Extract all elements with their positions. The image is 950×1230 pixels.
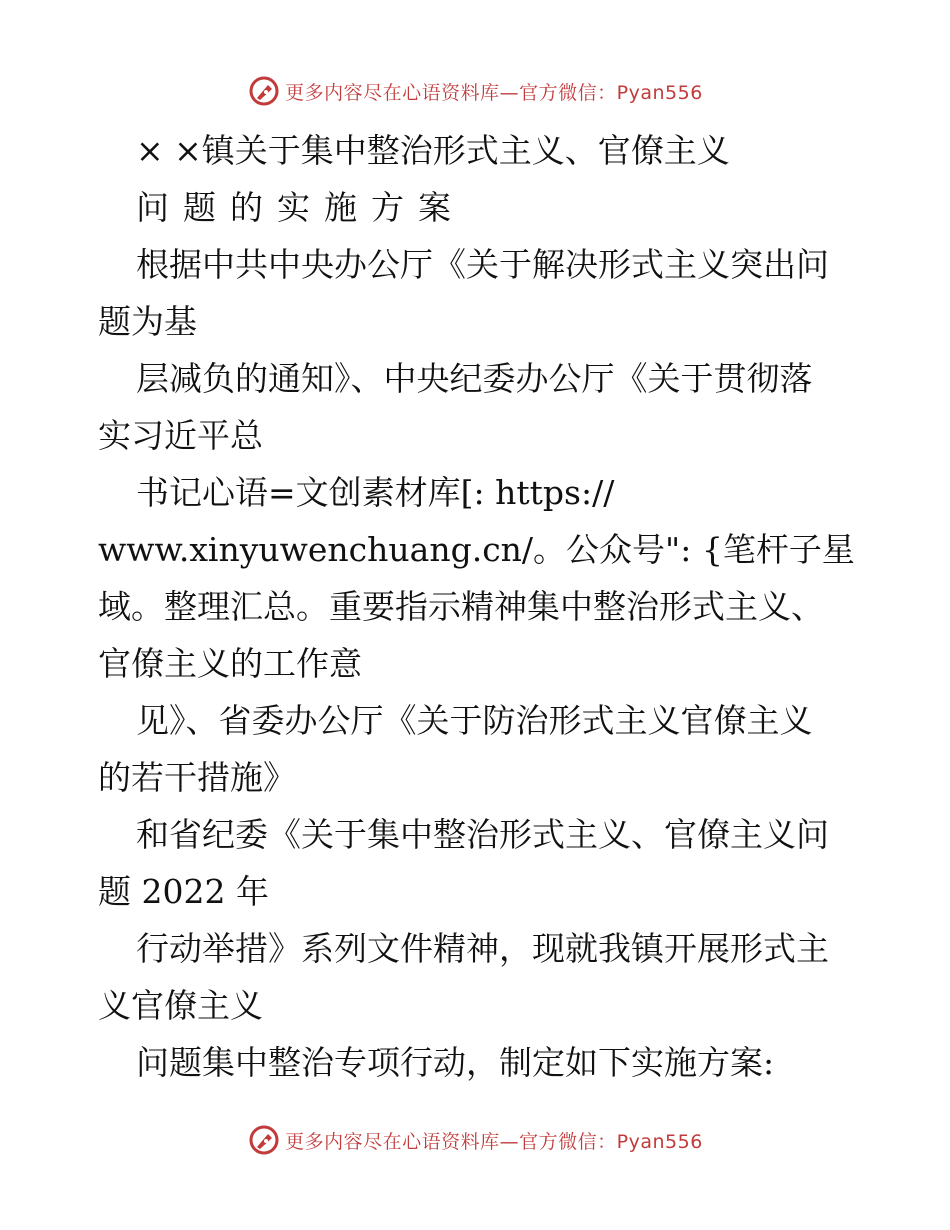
watermark-text [285, 1127, 703, 1154]
doc-paragraph-line: 见》、省委办公厅《关于防治形式主义官僚主义 [136, 701, 813, 740]
doc-paragraph-line: 题 2022 年 [98, 872, 269, 911]
doc-paragraph-line: 根据中共中央办公厅《关于解决形式主义突出问 [136, 245, 829, 284]
header-watermark-banner [0, 71, 950, 111]
doc-paragraph-line: 和省纪委《关于集中整治形式主义、官僚主义问 [136, 815, 829, 854]
doc-paragraph-line: 实习近平总 [98, 416, 263, 455]
watermark-site-name: 更多内容尽在心语资料库 [285, 1130, 500, 1153]
doc-paragraph-line: www.xinyuwenchuang.cn/。公众号": {笔杆子星 [98, 530, 855, 569]
doc-paragraph-line: 域。整理汇总。重要指示精神集中整治形式主义、 [98, 587, 824, 626]
doc-title-line-2: 问题的实施方案 [136, 188, 465, 227]
doc-paragraph-line: 问题集中整治专项行动，制定如下实施方案: [136, 1043, 775, 1082]
watermark-wechat: 官方微信：Pyan556 [519, 81, 703, 104]
watermark-site-name: 更多内容尽在心语资料库 [285, 81, 500, 104]
doc-paragraph-line: 的若干措施》 [98, 758, 296, 797]
doc-paragraph-line: 义官僚主义 [98, 986, 263, 1025]
footer-watermark-banner [0, 1120, 950, 1160]
doc-paragraph-line: 书记心语=文创素材库[: https:// [136, 473, 615, 512]
doc-paragraph-line: 官僚主义的工作意 [98, 644, 362, 683]
doc-paragraph-line: 行动举措》系列文件精神，现就我镇开展形式主 [136, 929, 829, 968]
doc-paragraph-line: 层减负的通知》、中央纪委办公厅《关于贯彻落 [136, 359, 813, 398]
watermark-wechat: 官方微信：Pyan556 [519, 1130, 703, 1153]
pen-nib-circle-icon [247, 74, 281, 108]
pen-nib-circle-icon [247, 1123, 281, 1157]
document-body [98, 122, 858, 1091]
watermark-separator: — [499, 81, 520, 104]
doc-paragraph-line: 题为基 [98, 302, 197, 341]
watermark-separator: — [499, 1130, 520, 1153]
doc-title-line-1: × ×镇关于集中整治形式主义、官僚主义 [136, 131, 730, 170]
watermark-text [285, 78, 703, 105]
